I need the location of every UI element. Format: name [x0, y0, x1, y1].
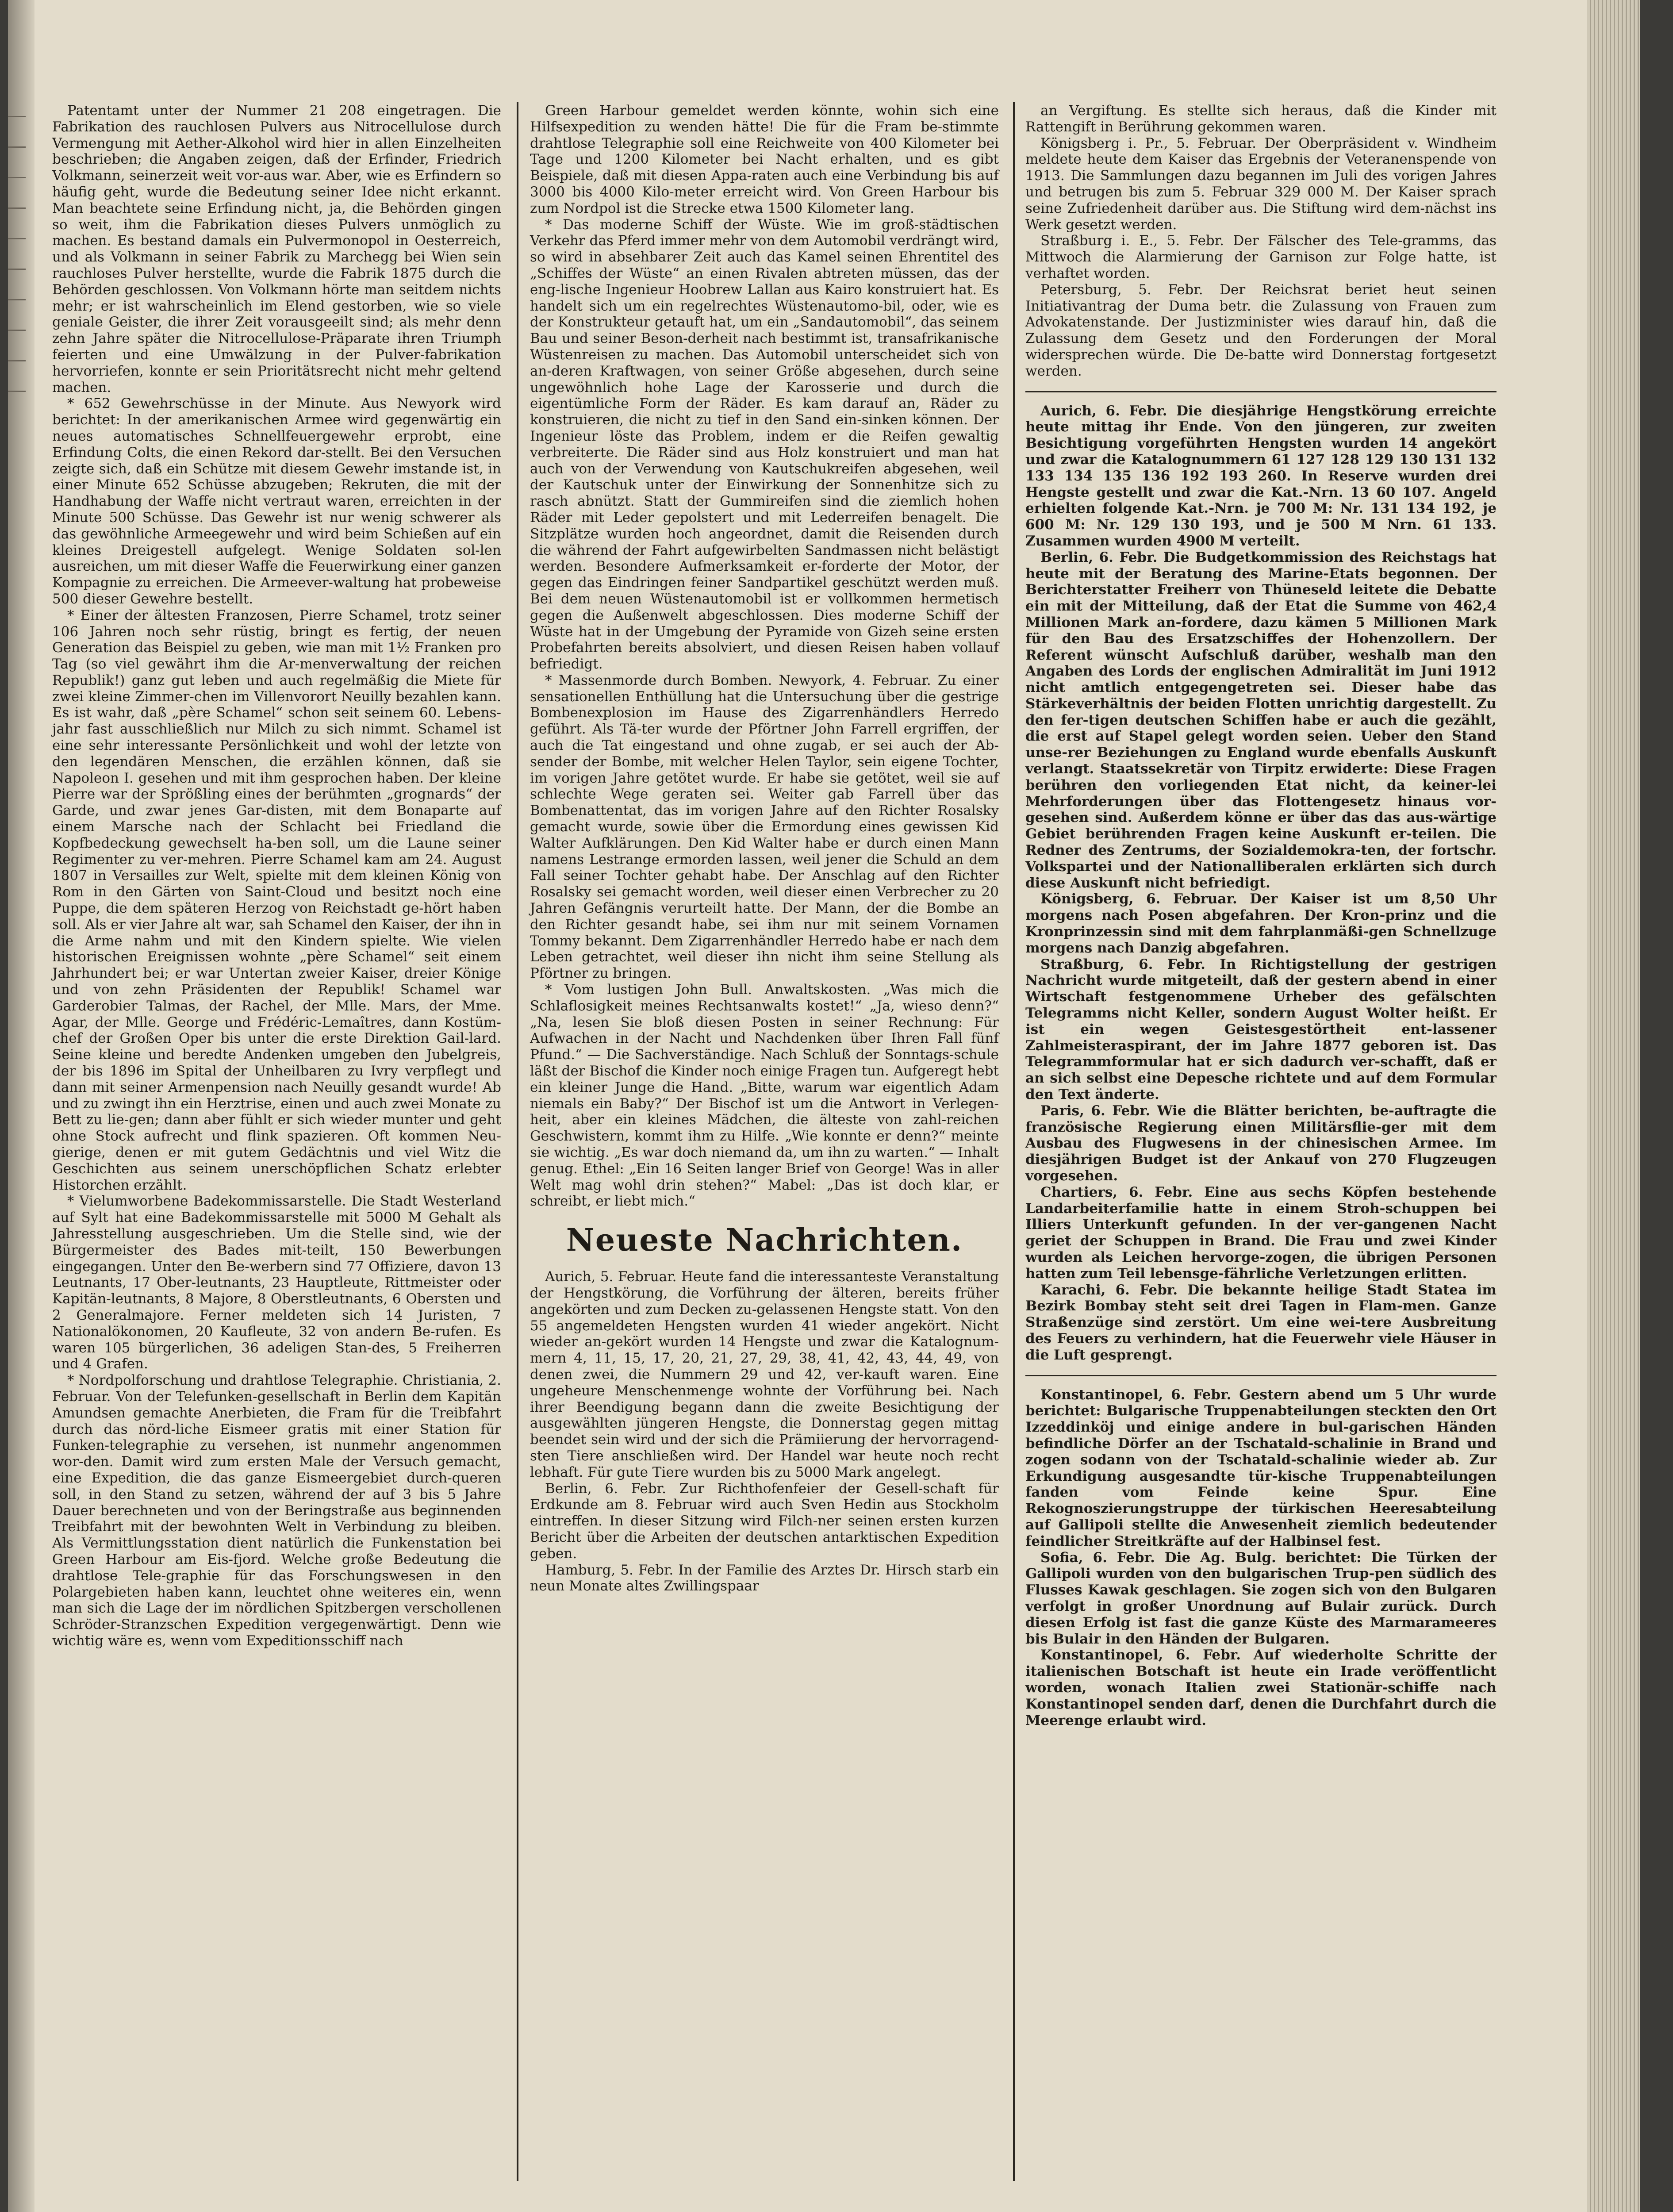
news-item: Konstantinopel, 6. Febr. Auf wiederholte Schritte der italienischen Botschaft ist heute ein Irade veröffentlicht worden, wonach Italien zwei Stationär-schiffe nach Konstantinopel senden darf, denen die Durchfahrt durch die Meerenge erlaubt wird. [1025, 1647, 1496, 1728]
column-divider [1013, 102, 1015, 2181]
article-paragraph: Patentamt unter der Nummer 21 208 eingetragen. Die Fabrikation des rauchlosen Pulvers aus Nitrocellulose durch Vermengung mit Aether-Alkohol wird hier in allen Einzelheiten beschrieben; die Angaben zeigen, daß der Erfinder, Friedrich Volkmann, seinerzeit weit vor-aus war. Aber, wie es Erfindern so häufig geht, wurde die Bedeutung seiner Idee nicht erkannt. Man beachtete seine Erfindung nicht, ja, die Behörden gingen so weit, ihm die Fabrikation dieses Pulvers unmöglich zu machen. Es bestand damals ein Pulvermonopol in Oesterreich, und als Volkmann in seiner Fabrik zu Marchegg bei Wien sein rauchloses Pulver herstellte, wurde die Fabrik 1875 durch die Behörden geschlossen. Von Volkmann hörte man seitdem nichts mehr; er ist wahrscheinlich im Elend gestorben, wie so viele geniale Geister, die ihrer Zeit vorausgeeilt sind; als mehr denn zehn Jahre später die Nitrocellulose-Präparate ihren Triumph feierten und eine Umwälzung in der Pulver-fabrikation hervorriefen, konnte er sein Prioritätsrecht nicht mehr geltend machen. [52, 103, 501, 396]
article-paragraph: Green Harbour gemeldet werden könnte, wohin sich eine Hilfsexpedition zu wenden hätte! Die für die Fram be-stimmte drahtlose Telegraphie soll eine Reichweite von 400 Kilometer bei Tage und 1200 Kilometer bei Nacht erhalten, und es gibt Beispiele, daß mit diesen Appa-raten auch eine Verbindung bis auf 3000 bis 4000 Kilo-meter erreicht wird. Von Green Harbour bis zum Nordpol ist die Strecke etwa 1500 Kilometer lang. [530, 103, 999, 216]
article-paragraph: * Vom lustigen John Bull. Anwaltskosten. „Was mich die Schlaflosigkeit meines Rechtsanwalts kostet!“ „Ja, wieso denn?“ „Na, lesen Sie bloß diesen Posten in seiner Rechnung: Für Aufwachen in der Nacht und Nachdenken über Ihren Fall fünf Pfund.“ — Die Sachverständige. Nach Schluß der Sonntags-schule läßt der Bischof die Kinder noch einige Fragen tun. Aufgeregt hebt ein kleiner Junge die Hand. „Bitte, warum war eigentlich Adam niemals ein Baby?“ Der Bischof ist um die Antwort in Verlegen-heit, aber ein kleines Mädchen, die älteste von zahl-reichen Geschwistern, kommt ihm zu Hilfe. „Wie konnte er denn?“ meinte sie wichtig. „Es war doch niemand da, um ihn zu warten.“ — Inhalt genug. Ethel: „Ein 16 Seiten langer Brief von George! Was in aller Welt mag wohl drin stehen?“ Mabel: „Das ist doch klar, er schreibt, er liebt mich.“ [530, 982, 999, 1210]
news-item: Petersburg, 5. Febr. Der Reichsrat beriet heut seinen Initiativantrag der Duma betr. die Zulassung von Frauen zum Advokatenstande. Der Justizminister wies darauf hin, daß die Zulassung dem Gesetz und den Forderungen der Moral widersprechen würde. Die De-batte wird Donnerstag fortgesetzt werden. [1025, 281, 1496, 379]
news-item: Paris, 6. Febr. Wie die Blätter berichten, be-auftragte die französische Regierung einen Militärsflie-ger mit dem Ausbau des Flugwesens in der chinesischen Armee. Im diesjährigen Budget ist der Ankauf von 270 Flugzeugen vorgesehen. [1025, 1102, 1496, 1184]
news-item: Berlin, 6. Febr. Zur Richthofenfeier der Gesell-schaft für Erdkunde am 8. Februar wird auch Sven Hedin aus Stockholm eintreffen. In dieser Sitzung wird Filch-ner seinen ersten kurzen Bericht über die Arbeiten der deutschen antarktischen Expedition geben. [530, 1480, 999, 1562]
column-1 [52, 103, 501, 1649]
section-rule [1025, 1375, 1496, 1376]
column-3 [1025, 103, 1496, 1728]
news-item: Königsberg i. Pr., 5. Februar. Der Oberpräsident v. Windheim meldete heute dem Kaiser das Ergebnis der Veteranenspende von 1913. Die Sammlungen dazu begannen im Juli des vorigen Jahres und betrugen bis zum 5. Februar 329 000 M. Der Kaiser sprach seine Zufriedenheit darüber aus. Die Stiftung wird dem-nächst ins Werk gesetzt werden. [1025, 135, 1496, 233]
news-item: Karachi, 6. Febr. Die bekannte heilige Stadt Statea im Bezirk Bombay steht seit drei Tagen in Flam-men. Ganze Straßenzüge sind zerstört. Um eine wei-tere Ausbreitung des Feuers zu verhindern, hat die Feuerwehr viele Häuser in die Luft gesprengt. [1025, 1282, 1496, 1363]
column-divider [517, 102, 518, 2181]
newspaper-page [8, 0, 1640, 2212]
page-edge [1587, 0, 1640, 2212]
news-item: Aurich, 5. Februar. Heute fand die interessanteste Veranstaltung der Hengstkörung, die Vorführung der älteren, bereits früher angekörten und zum Decken zu-gelassenen Hengste statt. Von den 55 angemeldeten Hengsten wurden 41 wieder angekört. Nicht wieder an-gekört wurden 14 Hengste und zwar die Katalognum-mern 4, 11, 15, 17, 20, 21, 27, 29, 38, 41, 42, 43, 44, 49, von denen zwei, die Nummern 29 und 42, ver-kauft waren. Eine ungeheure Menschenmenge wohnte der Vorführung bei. Nach ihrer Beendigung begann dann die zweite Besichtigung der ausgewählten jüngeren Hengste, die Donnerstag gegen mittag beendet sein wird und der sich die Prämiierung der hervorragend-sten Tiere anschließen wird. Der Handel war heute noch recht lebhaft. Für gute Tiere wurden bis zu 5000 Mark angelegt. [530, 1269, 999, 1480]
article-paragraph: * Massenmorde durch Bomben. Newyork, 4. Februar. Zu einer sensationellen Enthüllung hat die Untersuchung über die gestrige Bombenexplosion im Hause des Zigarrenhändlers Herredo geführt. Als Tä-ter wurde der Pförtner John Farrell ergriffen, der auch die Tat eingestand und ohne zugab, er sei auch der Ab-sender der Bombe, mit welcher Helen Taylor, sein eigene Tochter, im vorigen Jahre getötet wurde. Er habe sie getötet, weil sie auf schlechte Wege geraten sei. Weiter gab Farrell über das Bombenattentat, das im vorigen Jahre auf den Richter Rosalsky gemacht wurde, sowie über die Ermordung eines gewissen Kid Walter Aufklärungen. Den Kid Walter habe er durch einen Mann namens Lestrange ermorden lassen, weil jener die Schuld an dem Fall seiner Tochter gehabt habe. Der Anschlag auf den Richter Rosalsky sei gemacht worden, weil dieser einen Verbrecher zu 20 Jahren Gefängnis verurteilt hatte. Der Mann, der die Bombe an den Richter gesandt habe, sei ihm nur mit seinem Vornamen Tommy bekannt. Dem Zigarrenhändler Herredo habe er nach dem Leben getrachtet, weil dieser ihn nicht ihm seine Stellung als Pförtner zu bringen. [530, 672, 999, 982]
news-item: Sofia, 6. Febr. Die Ag. Bulg. berichtet: Die Türken der Gallipoli wurden von den bulgarischen Trup-pen südlich des Flusses Kawak geschlagen. Sie zogen sich von den Bulgaren verfolgt in großer Unordnung auf Bulair zurück. Durch diesen Erfolg ist fast die ganze Küste des Marmarameeres bis Bulair in den Händen der Bulgaren. [1025, 1549, 1496, 1647]
news-item: Hamburg, 5. Febr. In der Familie des Arztes Dr. Hirsch starb ein neun Monate altes Zwillingspaar [530, 1562, 999, 1594]
section-heading: Neueste Nachrichten. [566, 1221, 963, 1259]
news-item: Aurich, 6. Febr. Die diesjährige Hengstkörung erreichte heute mittag ihr Ende. Von den jüngeren, zur zweiten Besichtigung vorgeführten Hengsten wurden 14 angekört und zwar die Katalognummern 61 127 128 129 130 131 132 133 134 135 136 192 193 260. In Reserve wurden drei Hengste gestellt und zwar die Kat.-Nrn. 13 60 107. Angeld erhielten folgende Kat.-Nrn. je 700 M: Nr. 131 134 192, je 600 M: Nr. 129 130 193, und je 500 M Nrn. 61 133. Zusammen wurden 4900 M verteilt. [1025, 403, 1496, 549]
article-paragraph: * Das moderne Schiff der Wüste. Wie im groß-städtischen Verkehr das Pferd immer mehr von dem Automobil verdrängt wird, so wird in absehbarer Zeit auch das Kamel seinen Ehrentitel des „Schiffes der Wüste“ an einen Rivalen abtreten müssen, das der eng-lische Ingenieur Hoobrew Lallan aus Kairo konstruiert hat. Es handelt sich um ein regelrechtes Wüstenautomo-bil, oder, wie es der Konstrukteur getauft hat, um ein „Sandautomobil“, das seinem Bau und seiner Beson-derheit nach bestimmt ist, transafrikanische Wüstenreisen zu machen. Das Automobil unterscheidet sich von an-deren Kraftwagen, von seiner Größe abgesehen, durch seine ungewöhnlich hohe Lage der Karosserie und durch die eigentümliche Form der Räder. Es kam darauf an, Räder zu konstruieren, die nicht zu tief in den Sand ein-sinken können. Der Ingenieur löste das Problem, indem er die Reifen gewaltig verbreiterte. Die Räder sind aus Holz konstruiert und man hat auch von der Verwendung von Kautschukreifen abgesehen, weil der Kautschuk unter der Einwirkung der Sonnenhitze sich zu rasch abnützt. Statt der Gummireifen sind die ziemlich hohen Räder mit Leder gepolstert und mit Lederreifen benagelt. Die Sitzplätze wurden hoch angeordnet, damit die Reisenden durch die während der Fahrt aufgewirbelten Sandmassen nicht belästigt werden. Besondere Aufmerksamkeit er-forderte der Motor, der gegen das Eindringen feiner Sandpartikel geschützt werden muß. Bei dem neuen Wüstenautomobil ist er vollkommen hermetisch gegen die Außenwelt abgeschlossen. Dies moderne Schiff der Wüste hat in der Umgebung der Pyramide von Gizeh seine ersten Probefahrten bereits absolviert, und diesen Reisen haben vollauf befriedigt. [530, 216, 999, 672]
article-paragraph: * 652 Gewehrschüsse in der Minute. Aus Newyork wird berichtet: In der amerikanischen Armee wird gegenwärtig ein neues automatisches Schnellfeuergewehr erprobt, eine Erfindung Colts, die einen Rekord dar-stellt. Bei den Versuchen zeigte sich, daß ein Schütze mit diesem Gewehr imstande ist, in einer Minute 652 Schüsse abzugeben; Rekruten, die mit der Handhabung der Waffe nicht vertraut waren, erreichten in der Minute 500 Schüsse. Das Gewehr ist nur wenig schwerer als das gewöhnliche Armeegewehr und wird beim Schießen auf ein kleines Dreigestell aufgelegt. Wenige Soldaten sol-len ausreichen, um mit dieser Waffe die Feuerwirkung einer ganzen Kompagnie zu erreichen. Die Armeever-waltung hat probeweise 500 dieser Gewehre bestellt. [52, 396, 501, 607]
news-item: Berlin, 6. Febr. Die Budgetkommission des Reichstags hat heute mit der Beratung des Marine-Etats begonnen. Der Berichterstatter Freiherr von Thüneseld leitete die Debatte ein mit der Mitteilung, daß der Etat die Summe von 462,4 Millionen Mark an-fordere, dazu kämen 5 Millionen Mark für den Bau des Ersatzschiffes der Hohenzollern. Der Referent wünscht Aufschluß darüber, weshalb man den Angaben des Lords der englischen Admiralität im Juni 1912 nicht amtlich entgegengetreten sei. Dieser habe das Stärkeverhältnis der beiden Flotten unrichtig dargestellt. Zu den fer-tigen deutschen Schiffen habe er auch die gezählt, die erst auf Stapel gelegt worden seien. Ueber den Stand unse-rer Beziehungen zu England wurde ebenfalls Auskunft verlangt. Staatssekretär von Tirpitz erwiderte: Diese Fragen berühren den vorliegenden Etat nicht, da keiner-lei Mehrforderungen über das Flottengesetz hinaus vor-gesehen sind. Außerdem könne er über das das aus-wärtige Gebiet berührenden Fragen keine Auskunft er-teilen. Die Redner des Zentrums, der Sozialdemokra-ten, der fortschr. Volkspartei und der Nationalliberalen erklärten sich durch diese Auskunft nicht befriedigt. [1025, 549, 1496, 891]
news-item: an Vergiftung. Es stellte sich heraus, daß die Kinder mit Rattengift in Berührung gekommen waren. [1025, 103, 1496, 135]
news-item: Chartiers, 6. Febr. Eine aus sechs Köpfen bestehende Landarbeiterfamilie hatte in einem Stroh-schuppen bei Illiers Unterkunft gefunden. In der ver-gangenen Nacht geriet der Schuppen in Brand. Die Frau und zwei Kinder wurden als Leichen hervorge-zogen, die übrigen Personen hatten zum Teil lebensge-fährliche Verletzungen erlitten. [1025, 1184, 1496, 1282]
news-item: Straßburg, 6. Febr. In Richtigstellung der gestrigen Nachricht wurde mitgeteilt, daß der gestern abend in einer Wirtschaft festgenommene Urheber des gefälschten Telegramms nicht Keller, sondern August Wolter heißt. Er ist ein wegen Geistesgestörtheit ent-lassener Zahlmeisteraspirant, der im Jahre 1877 geboren ist. Das Telegrammformular hat er sich dadurch ver-schafft, daß er an sich selbst eine Depesche richtete und auf dem Formular den Text änderte. [1025, 956, 1496, 1103]
news-item: Königsberg, 6. Februar. Der Kaiser ist um 8,50 Uhr morgens nach Posen abgefahren. Der Kron-prinz und die Kronprinzessin sind mit dem fahrplanmäßi-gen Schnellzuge morgens nach Danzig abgefahren. [1025, 891, 1496, 956]
section-rule [1025, 391, 1496, 392]
previous-page-fragment [8, 97, 35, 1513]
article-paragraph: * Vielumworbene Badekommissarstelle. Die Stadt Westerland auf Sylt hat eine Badekommissarstelle mit 5000 M Gehalt als Jahresstellung ausgeschrieben. Um die Stelle sind, wie der Bürgermeister des Bades mit-teilt, 150 Bewerbungen eingegangen. Unter den Be-werbern sind 77 Offiziere, davon 13 Leutnants, 17 Ober-leutnants, 23 Hauptleute, Rittmeister oder Kapitän-leutnants, 8 Majore, 8 Oberstleutnants, 6 Obersten und 2 Generalmajore. Ferner meldeten sich 14 Juristen, 7 Nationalökonomen, 20 Kaufleute, 32 von andern Be-rufen. Es waren 105 bürgerlichen, 36 adeligen Stan-des, 5 Freiherren und 4 Grafen. [52, 1193, 501, 1372]
news-item: Straßburg i. E., 5. Febr. Der Fälscher des Tele-gramms, das Mittwoch die Alarmierung der Garnison zur Folge hatte, ist verhaftet worden. [1025, 233, 1496, 281]
news-item: Konstantinopel, 6. Febr. Gestern abend um 5 Uhr wurde berichtet: Bulgarische Truppenabteilungen steckten den Ort Izzeddinköj und einige andere in bul-garischen Händen befindliche Dörfer an der Tschatald-schalinie in Brand und zogen sodann von der Tschatald-schalinie wieder ab. Zur Erkundigung ausgesandte tür-kische Truppenabteilungen fanden vom Feinde keine Spur. Eine Rekognoszierungstruppe der türkischen Heeresabteilung auf Gallipoli stellte die Anwesenheit ziemlich bedeutender feindlicher Streitkräfte auf der Halbinsel fest. [1025, 1386, 1496, 1549]
column-2 [530, 103, 999, 1594]
article-paragraph: * Nordpolforschung und drahtlose Telegraphie. Christiania, 2. Februar. Von der Telefunken-gesellschaft in Berlin dem Kapitän Amundsen gemachte Anerbieten, die Fram für die Treibfahrt durch das nörd-liche Eismeer gratis mit einer Station für Funken-telegraphie zu versehen, ist nunmehr angenommen wor-den. Damit wird zum ersten Male der Versuch gemacht, eine Expedition, die das ganze Eismeergebiet durch-queren soll, in den Stand zu setzen, während der auf 3 bis 5 Jahre Dauer berechneten und von der Beringstraße aus beginnenden Treibfahrt mit der bewohnten Welt in Verbindung zu bleiben. Als Vermittlungsstation dient natürlich die Funkenstation bei Green Harbour am Eis-fjord. Welche große Bedeutung die drahtlose Tele-graphie für das Forschungswesen in den Polargebieten haben kann, leuchtet ohne weiteres ein, wenn man sich die Lage der im nördlichen Spitzbergen verschollenen Schröder-Stranzschen Expedition vergegenwärtigt. Denn wie wichtig wäre es, wenn vom Expeditionsschiff nach [52, 1372, 501, 1649]
article-paragraph: * Einer der ältesten Franzosen, Pierre Schamel, trotz seiner 106 Jahren noch sehr rüstig, bringt es fertig, der neuen Generation das Beispiel zu geben, wie man mit 1½ Franken pro Tag (so viel gewährt ihm die Ar-menverwaltung der reichen Republik!) ganz gut leben und auch regelmäßig die Miete für zwei kleine Zimmer-chen im Villenvorort Neuilly bezahlen kann. Es ist wahr, daß „père Schamel“ schon seit seinem 60. Lebens-jahr fast ausschließlich nur Milch zu sich nimmt. Schamel ist eine sehr interessante Persönlichkeit und wohl der letzte von den legendären Menschen, die erzählen können, daß sie Napoleon I. gesehen und mit ihm gesprochen haben. Der kleine Pierre war der Sprößling eines der berühmten „grognards“ der Garde, und zwar jenes Gar-disten, mit dem Bonaparte auf einem Marsche nach der Schlacht bei Friedland die Kopfbedeckung gewechselt ha-ben soll, um die Laune seiner Regimenter zu ver-mehren. Pierre Schamel kam am 24. August 1807 in Versailles zur Welt, spielte mit dem kleinen König von Rom in den Gärten von Saint-Cloud und besitzt noch eine Puppe, die dem späteren Herzog von Reichstadt ge-hört haben soll. Als er vier Jahre alt war, sah Schamel den Kaiser, der ihn in die Arme nahm und mit den Kindern spielte. Wie vielen historischen Ereignissen wohnte „père Schamel“ seit einem Jahrhundert bei; er war Untertan zweier Kaiser, dreier Könige und von zehn Präsidenten der Republik! Schamel war Garderobier Talmas, der Rachel, der Mlle. Mars, der Mme. Agar, der Mlle. George und Frédéric-Lemaîtres, dann Kostüm-chef der Großen Oper bis unter die erste Direktion Gail-lard. Seine kleine und beredte Andenken umgeben den Jubelgreis, der bis 1896 im Spital der Unheilbaren zu Ivry verpflegt und dann mit seiner Armenpension nach Neuilly gesandt wurde! Ab und zu zwingt ihn ein Herztrise, einen und auch zwei Monate zu Bett zu lie-gen; dann aber fühlt er sich wieder munter und geht ohne Stock aufrecht und flink spazieren. Oft kommen Neu-gierige, denen er mit gutem Gedächtnis und viel Witz die Geschichten aus seinem unerschöpflichen Schatz erlebter Historchen erzählt. [52, 607, 501, 1193]
